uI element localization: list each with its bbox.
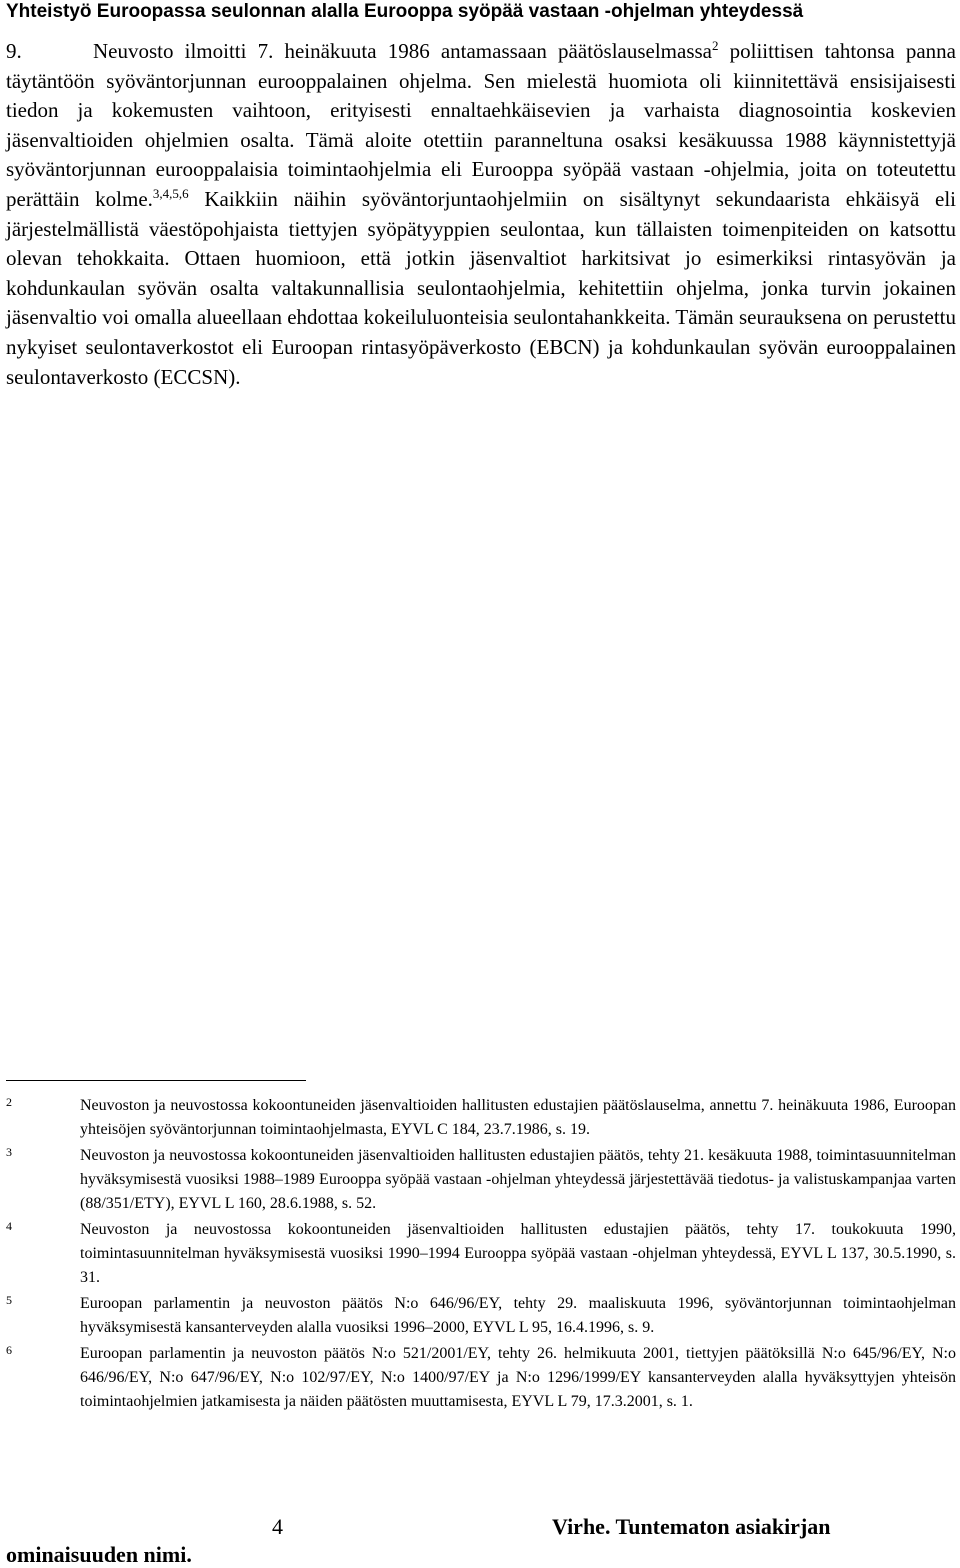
footnote-text: Neuvoston ja neuvostossa kokoontuneiden jäsenvaltioiden hallitusten edustajien päätös, tehty 21. kesäkuuta 1988, toimintasuunnitelman hyväksymisestä vuosiksi 1988–1989 Eurooppa syöpää vastaan -ohjelman yhteydessä järjestettävää tiedotus- ja valistuskampanjaa varten (88/351/ETY), EYVL L 160, 28.6.1988, s. 52. [80, 1147, 956, 1212]
paragraph-text-part1: Neuvosto ilmoitti 7. heinäkuuta 1986 antamassaan päätöslauselmassa [93, 39, 713, 63]
body-paragraph [6, 37, 956, 392]
footnote-text: Euroopan parlamentin ja neuvoston päätös N:o 646/96/EY, tehty 29. maaliskuuta 1996, syöväntorjunnan toimintaohjelman hyväksymisestä kansanterveyden alalla vuosiksi 1996–2000, EYVL L 95, 16.4.1996, s. 9. [80, 1295, 956, 1336]
footnote-text: Neuvoston ja neuvostossa kokoontuneiden jäsenvaltioiden hallitusten edustajien päätös, tehty 17. toukokuuta 1990, toimintasuunnitelman hyväksymisestä vuosiksi 1990–1994 Eurooppa syöpää vastaan -ohjelman yhteydessä, EYVL L 137, 30.5.1990, s. 31. [80, 1221, 956, 1286]
paragraph-text-part2: poliittisen tahtonsa panna täytäntöön syöväntorjunnan eurooppalainen ohjelma. Sen mielestä huomiota oli kiinnitettävä ensisijaisesti tiedon ja kokemusten vaihtoon, erityisesti ennaltaehkäisevien ja varhaista diagnosointia koskevien jäsenvaltioiden ohjelmien osalta. Tämä aloite otettiin paranneltuna osaksi kesäkuussa 1988 käynnistettyjä syöväntorjunnan eurooppalaisia toimintaohjelmia eli Eurooppa syöpää vastaan -ohjelmia, joita on toteutettu perättäin kolme. [6, 39, 956, 211]
footnote-5 [6, 1292, 956, 1340]
footnote-mark: 6 [6, 1343, 12, 1357]
footnote-text: Euroopan parlamentin ja neuvoston päätös N:o 521/2001/EY, tehty 26. helmikuuta 2001, tiettyjen päätöksillä N:o 645/96/EY, N:o 646/96/EY, N:o 647/96/EY, N:o 102/97/EY, N:o 1400/97/EY ja N:o 1296/1999/EY kansanterveyden alalla hyväksyttyjen yhteisön toimintaohjelmien jatkamisesta ja näiden päätösten muuttamisesta, EYVL L 79, 17.3.2001, s. 1. [80, 1345, 956, 1410]
footnote-mark: 2 [6, 1095, 12, 1109]
footnote-reference-3-6[interactable]: 3,4,5,6 [152, 185, 189, 201]
footnote-text: Neuvoston ja neuvostossa kokoontuneiden jäsenvaltioiden hallitusten edustajien päätöslauselma, annettu 7. heinäkuuta 1986, Euroopan yhteisöjen syöväntorjunnan toimintaohjelmasta, EYVL C 184, 23.7.1986, s. 19. [80, 1097, 956, 1138]
footnote-mark: 5 [6, 1293, 12, 1307]
footnote-mark: 4 [6, 1219, 12, 1233]
field-error-text-continued: ominaisuuden nimi. [6, 1542, 192, 1567]
footnote-separator [6, 1080, 306, 1081]
footnote-4 [6, 1218, 956, 1290]
footnote-mark: 3 [6, 1145, 12, 1159]
section-heading: Yhteistyö Euroopassa seulonnan alalla Eurooppa syöpää vastaan -ohjelman yhteydessä [6, 1, 804, 22]
page-number: 4 [272, 1514, 283, 1539]
footnotes [6, 1094, 956, 1416]
paragraph-number: 9. [6, 39, 22, 63]
footnote-reference-2[interactable]: 2 [712, 38, 719, 53]
footnote-6 [6, 1342, 956, 1414]
page-footer [0, 1514, 960, 1567]
field-error-text: Virhe. Tuntematon asiakirjan [552, 1514, 831, 1539]
footnote-2 [6, 1094, 956, 1142]
footnote-3 [6, 1144, 956, 1216]
paragraph-text-part3: Kaikkiin näihin syöväntorjuntaohjelmiin on sisältynyt sekundaarista ehkäisyä eli järjestelmällistä väestöpohjaista tiettyjen syöpätyyppien seulontaa, kun tällaisten toimenpiteiden on katsottu olevan tehokkaita. Ottaen huomioon, että jotkin jäsenvaltiot harkitsivat jo esimerkiksi rintasyövän ja kohdunkaulan syövän osalta valtakunnallisia seulontaohjelmia, kehitettiin ohjelma, jonka turvin jokainen jäsenvaltio voi omalla alueellaan ehdottaa kokeiluluonteisia seulontahankkeita. Tämän seurauksena on perustettu nykyiset seulontaverkostot eli Euroopan rintasyöpäverkosto (EBCN) ja kohdunkaulan syövän eurooppalainen seulontaverkosto (ECCSN). [6, 186, 956, 389]
